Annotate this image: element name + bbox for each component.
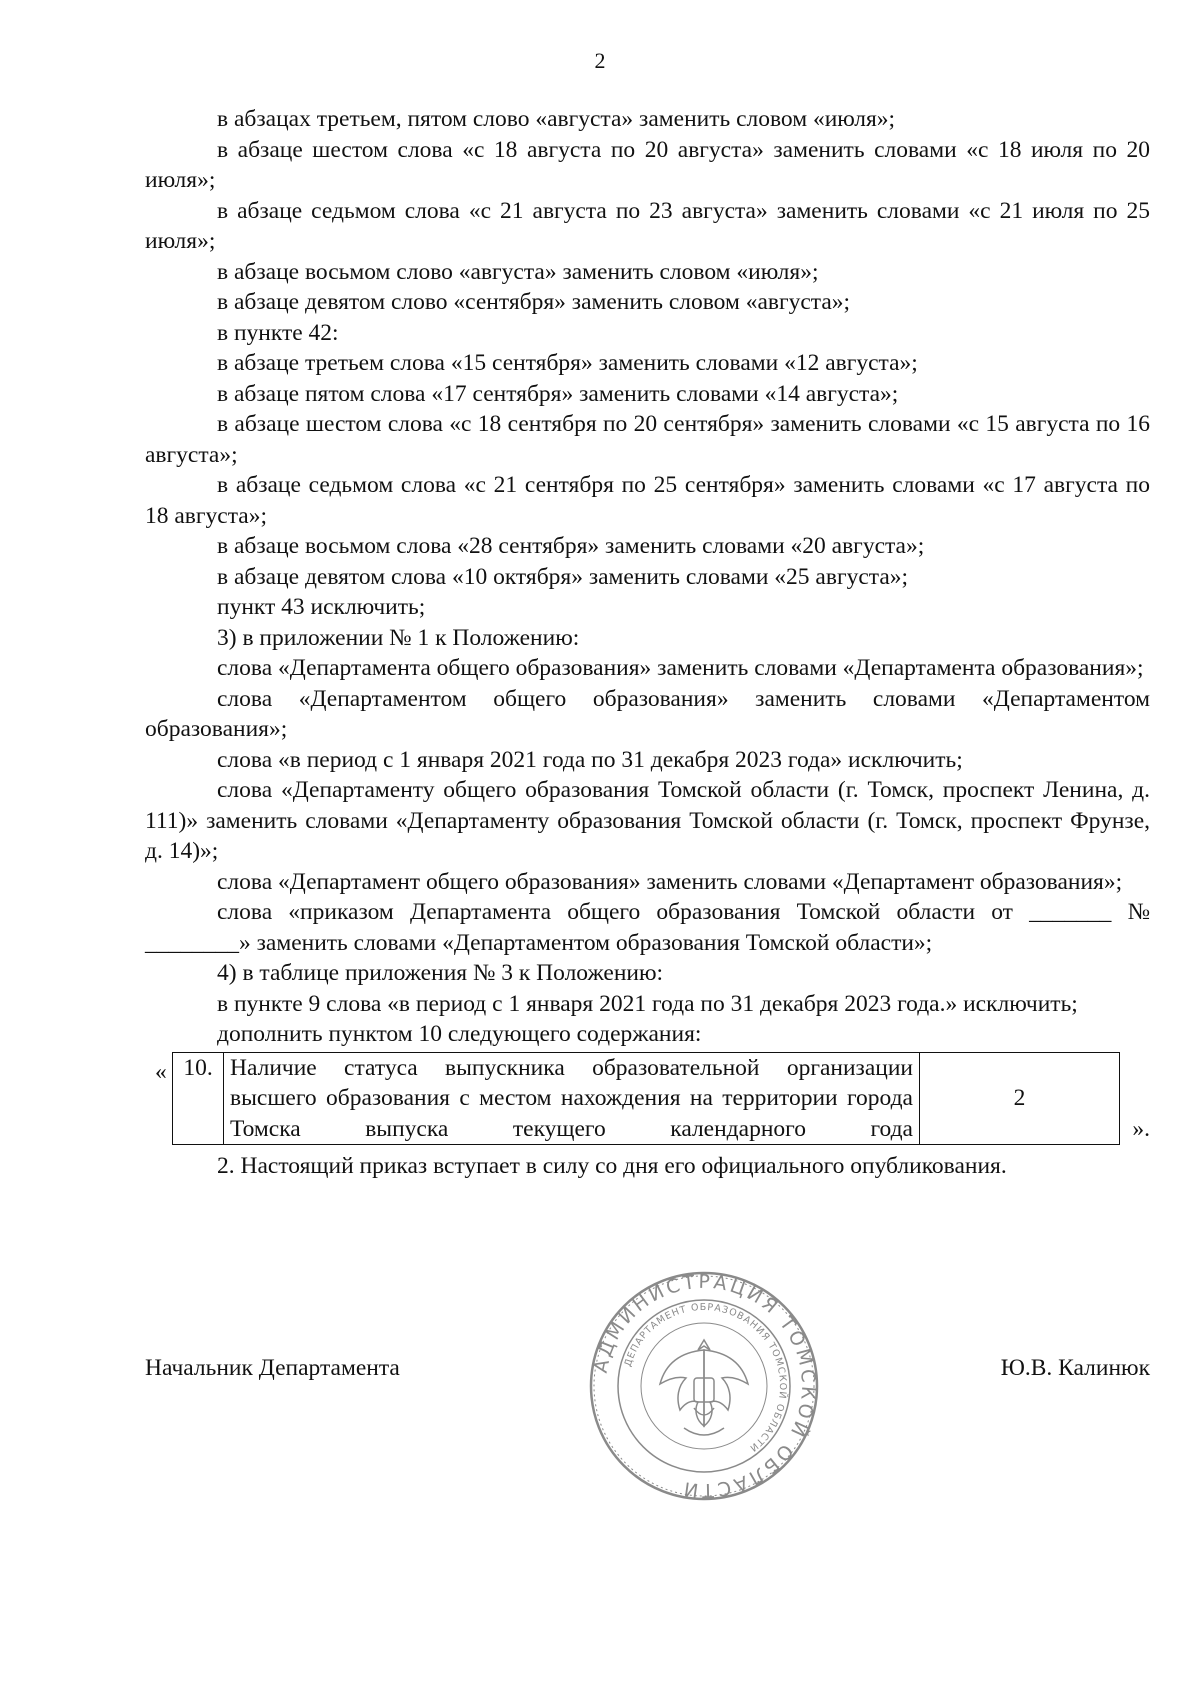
document-body — [145, 104, 1150, 1181]
paragraph: в абзаце третьем слова «15 сентября» заменить словами «12 августа»; — [217, 350, 918, 376]
paragraph: в абзаце восьмом слово «августа» заменить словом «июля»; — [217, 258, 819, 285]
table-row — [173, 1052, 1120, 1145]
amendment-table-block — [145, 1052, 1150, 1149]
paragraph: в пункте 9 слова «в период с 1 января 2021 года по 31 декабря 2023 года.» исключить; — [217, 990, 1078, 1017]
paragraph: слова «Департамента общего образования» заменить словами «Департамента образования»; — [217, 655, 1144, 681]
table-cell-description: Наличие статуса выпускника образовательной организации высшего образования с местом нахождения на территории города Томска выпуска текущего календарного года — [224, 1052, 920, 1145]
official-seal-icon — [588, 1270, 820, 1502]
paragraph: слова «Департаменту общего образования Томской области (г. Томск, проспект Ленина, д. 111)» заменить словами «Департаменту образования Томской области (г. Томск, проспект Фрунзе, д. 14)»; — [145, 777, 1150, 864]
seal-outer-text: АДМИНИСТРАЦИЯ ТОМСКОЙ ОБЛАСТИ — [589, 1270, 820, 1502]
amendment-table — [172, 1052, 1120, 1146]
paragraph: в абзаце девятом слово «сентября» заменить словом «августа»; — [217, 289, 851, 315]
table-close-quote: ». — [1132, 1115, 1150, 1142]
paragraph: в пункте 42: — [217, 319, 339, 346]
paragraph: слова «Департамент общего образования» заменить словами «Департамент образования»; — [217, 868, 1123, 895]
paragraph: в абзаце шестом слова «с 18 сентября по 20 сентября» заменить словами «с 15 августа по 16 августа»; — [145, 411, 1150, 468]
paragraph: в абзаце восьмом слова «28 сентября» заменить словами «20 августа»; — [217, 533, 925, 559]
signatory-title: Начальник Департамента — [145, 1355, 400, 1381]
table-cell-number: 10. — [173, 1052, 224, 1145]
paragraph: 3) в приложении № 1 к Положению: — [217, 624, 580, 651]
paragraph: в абзаце шестом слова «с 18 августа по 20 августа» заменить словами «с 18 июля по 20 июля»; — [145, 136, 1150, 193]
paragraph: в абзаце пятом слова «17 сентября» заменить словами «14 августа»; — [217, 380, 899, 407]
paragraph: слова «приказом Департамента общего образования Томской области от _______ № ________» заменить словами «Департаментом образования Томской области»; — [145, 899, 1150, 956]
table-open-quote: « — [155, 1058, 167, 1085]
paragraph: в абзаце седьмом слова «с 21 сентября по 25 сентября» заменить словами «с 17 августа по 18 августа»; — [145, 472, 1150, 529]
paragraph: слова «в период с 1 января 2021 года по 31 декабря 2023 года» исключить; — [217, 746, 963, 773]
paragraph: 2. Настоящий приказ вступает в силу со дня его официального опубликования. — [217, 1152, 1007, 1179]
paragraph: пункт 43 исключить; — [217, 594, 426, 620]
paragraph: в абзаце седьмом слова «с 21 августа по 23 августа» заменить словами «с 21 июля по 25 июля»; — [145, 197, 1150, 254]
signatory-name: Ю.В. Калинюк — [1000, 1355, 1150, 1381]
paragraph: 4) в таблице приложения № 3 к Положению: — [217, 960, 664, 986]
page-number: 2 — [594, 48, 606, 73]
table-cell-value: 2 — [920, 1052, 1120, 1145]
paragraph: в абзацах третьем, пятом слово «августа» заменить словом «июля»; — [217, 106, 896, 132]
paragraph: слова «Департаментом общего образования» заменить словами «Департаментом образования»; — [145, 685, 1150, 742]
seal-inner-text: ДЕПАРТАМЕНТ ОБРАЗОВАНИЯ ТОМСКОЙ ОБЛАСТИ — [622, 1301, 789, 1454]
paragraph: в абзаце девятом слова «10 октября» заменить словами «25 августа»; — [217, 563, 909, 590]
paragraph: дополнить пунктом 10 следующего содержания: — [217, 1021, 702, 1047]
